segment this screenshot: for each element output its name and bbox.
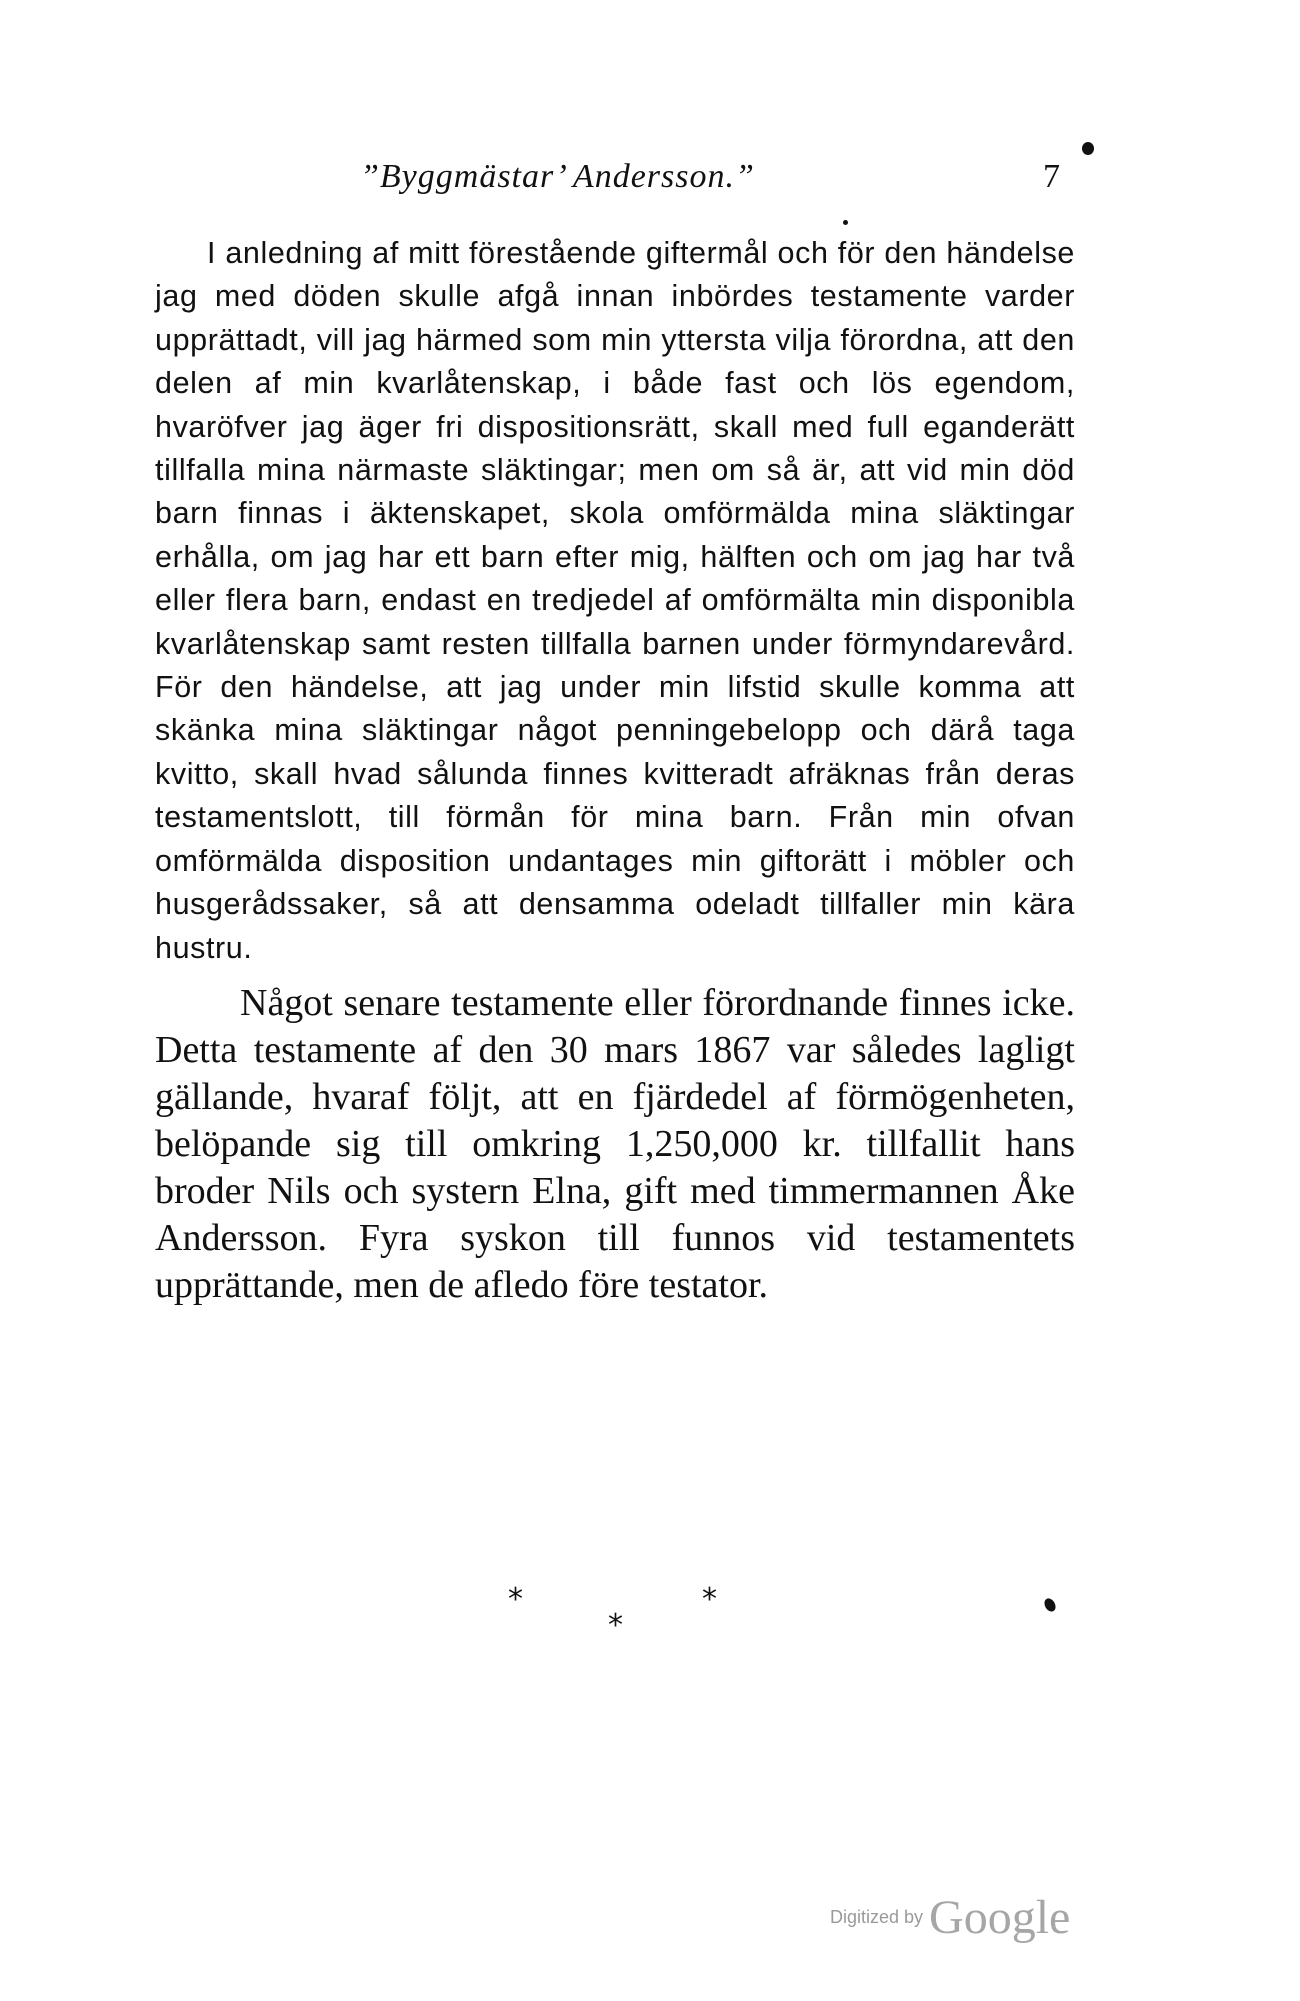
page-number: 7: [1043, 158, 1060, 195]
running-head: ”Byggmästar’ Andersson.”: [360, 158, 755, 195]
digitized-watermark: [830, 1890, 1070, 1945]
google-logo: Google: [929, 1891, 1071, 1944]
ink-speck: [1082, 142, 1094, 155]
body-text: [155, 232, 1075, 1309]
section-break-asterism: [490, 1582, 750, 1652]
asterisk: *: [508, 1582, 523, 1617]
asterisk: *: [608, 1608, 623, 1643]
asterisk: *: [702, 1582, 717, 1617]
digitized-by-label: Digitized by: [830, 1907, 924, 1927]
narrative-paragraph: Något senare testamente eller förordnande finnes icke. Detta testamente af den 30 mars 1867 var således lagligt gällande, hvaraf följt, att en fjärdedel af förmögenheten, belöpande sig till omkring 1,250,000 kr. tillfallit hans broder Nils och systern Elna, gift med timmermannen Åke Andersson. Fyra syskon till funnos vid testamentets upprättande, men de afledo före testator.: [155, 981, 1075, 1306]
testament-quote-paragraph: I anledning af mitt förestående giftermål och för den händelse jag med döden skulle afgå innan inbördes testamente varder upprättadt, vill jag härmed som min yttersta vilja förordna, att den delen af min kvarlåtenskap, i både fast och lös egendom, hvaröfver jag äger fri dispositionsrätt, skall med full eganderätt tillfalla mina närmaste släktingar; men om så är, att vid min död barn finnas i äktenskapet, skola omförmälda mina släktingar erhålla, om jag har ett barn efter mig, hälften och om jag har två eller flera barn, endast en tredjedel af omförmälta min disponibla kvarlåtenskap samt resten tillfalla barnen under förmyndarevård. För den händelse, att jag under min lifstid skulle komma att skänka mina släktingar något penningebelopp och därå taga kvitto, skall hvad sålunda finnes kvitteradt afräknas från deras testamentslott, till förmån för mina barn. Från min ofvan omförmälda disposition undantages min giftorätt i möbler och husgerådssaker, så att densamma odeladt tillfaller min kära hustru.: [155, 236, 1075, 965]
page-header: [160, 158, 1060, 218]
ink-speck: [1042, 1596, 1058, 1613]
ink-speck: [843, 220, 848, 225]
